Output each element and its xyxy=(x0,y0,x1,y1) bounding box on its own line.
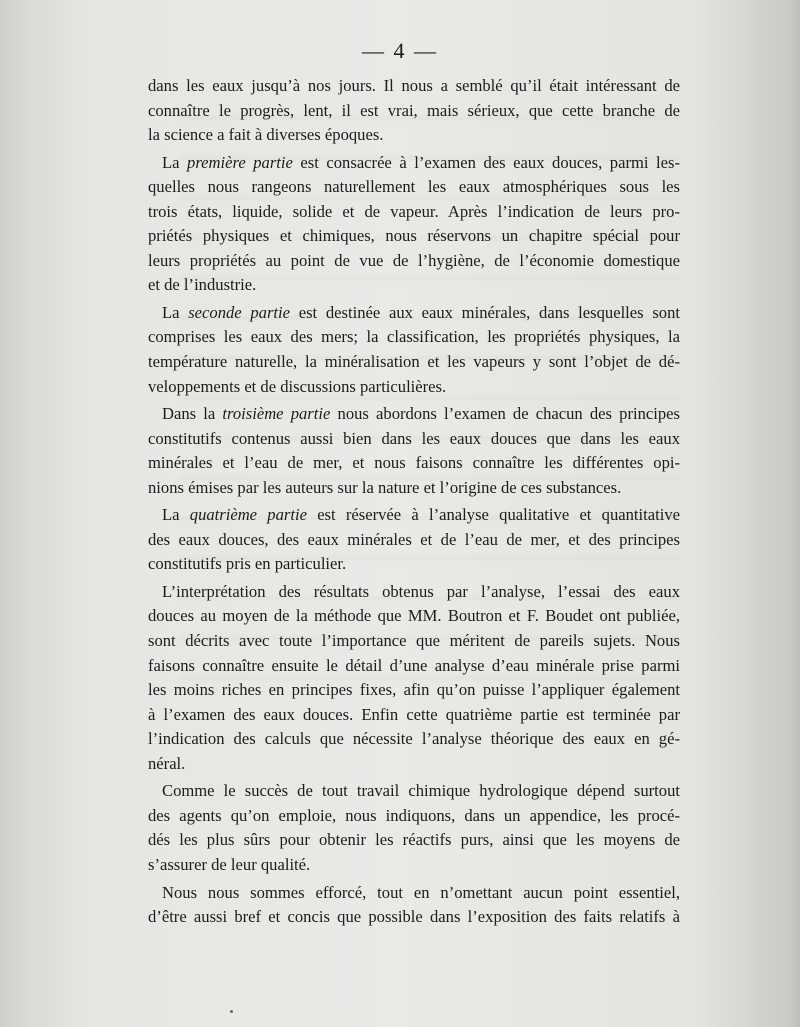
text-run: la science a fait à diverses époques. xyxy=(148,125,384,145)
text-line xyxy=(148,580,680,605)
paragraph xyxy=(148,402,680,500)
italic-run: première partie xyxy=(187,152,293,172)
text-line xyxy=(148,350,680,375)
text-run: des agents qu’on emploie, nous indiquons, dans un appendice, les procé- xyxy=(148,805,680,825)
text-line xyxy=(148,200,680,225)
text-run: constitutifs contenus aussi bien dans les eaux douces que dans les eaux xyxy=(148,428,680,448)
text-run: Nous nous sommes efforcé, tout en n’omettant aucun point essentiel, xyxy=(162,882,680,902)
text-line xyxy=(148,629,680,654)
text-line xyxy=(148,905,680,930)
text-run: priétés physiques et chimiques, nous réservons un chapitre spécial pour xyxy=(148,226,680,246)
text-run: est destinée aux eaux minérales, dans lesquelles sont xyxy=(290,302,680,322)
italic-run: quatrième partie xyxy=(189,505,307,525)
paragraph xyxy=(148,779,680,877)
text-run: minérales et l’eau de mer, et nous faisons connaître les différentes opi- xyxy=(148,453,680,473)
text-run: est réservée à l’analyse qualitative et quantitative xyxy=(306,505,680,525)
body-text xyxy=(148,74,680,930)
text-line xyxy=(148,804,680,829)
text-run: est consacrée à l’examen des eaux douces, parmi les- xyxy=(292,152,680,172)
text-line xyxy=(148,779,680,804)
text-run: néral. xyxy=(148,753,186,773)
text-run: leurs propriétés au point de vue de l’hygiène, de l’économie domestique xyxy=(148,250,680,270)
text-line xyxy=(148,727,680,752)
text-run: nous abordons l’examen de chacun des principes xyxy=(330,404,680,424)
text-line xyxy=(148,325,680,350)
paragraph xyxy=(148,74,680,148)
text-line xyxy=(148,853,680,878)
text-run: La xyxy=(162,302,189,322)
text-line xyxy=(148,604,680,629)
paragraph xyxy=(148,580,680,776)
text-line xyxy=(148,99,680,124)
text-run: nions émises par les auteurs sur la nature et l’origine de ces substances. xyxy=(148,477,622,497)
text-run: dés les plus sûrs pour obtenir les réactifs purs, ainsi que les moyens de xyxy=(148,830,680,850)
text-run: les moins riches en principes fixes, afin qu’on puisse l’appliquer également xyxy=(148,680,680,700)
italic-run: troisième partie xyxy=(222,404,331,424)
text-line xyxy=(148,224,680,249)
paragraph xyxy=(148,151,680,298)
text-line xyxy=(148,375,680,400)
text-run: La xyxy=(162,505,190,525)
text-run: constitutifs pris en particulier. xyxy=(148,554,347,574)
text-run: l’indication des calculs que nécessite l’analyse théorique des eaux en gé- xyxy=(148,729,680,749)
text-line xyxy=(148,752,680,777)
text-run: d’être aussi bref et concis que possible dans l’exposition des faits relatifs à xyxy=(148,907,680,927)
text-line xyxy=(148,74,680,99)
text-line xyxy=(148,828,680,853)
text-run: dans les eaux jusqu’à nos jours. Il nous a semblé qu’il était intéressant de xyxy=(148,76,680,95)
text-run: Dans la xyxy=(162,404,223,424)
text-line xyxy=(148,301,680,326)
text-line xyxy=(148,151,680,176)
paragraph xyxy=(148,881,680,930)
text-line xyxy=(148,402,680,427)
text-line xyxy=(148,528,680,553)
paragraph xyxy=(148,503,680,577)
paper-speck xyxy=(230,1010,233,1013)
text-line xyxy=(148,881,680,906)
text-line xyxy=(148,552,680,577)
text-line xyxy=(148,123,680,148)
text-line xyxy=(148,427,680,452)
text-run: douces au moyen de la méthode que MM. Boutron et F. Boudet ont publiée, xyxy=(148,606,680,626)
text-run: La xyxy=(162,152,188,172)
italic-run: seconde partie xyxy=(188,302,291,322)
text-line xyxy=(148,175,680,200)
text-run: des eaux douces, des eaux minérales et de l’eau de mer, et des principes xyxy=(148,529,680,549)
paragraph xyxy=(148,301,680,399)
text-run: sont décrits avec toute l’importance que méritent de pareils sujets. Nous xyxy=(148,631,680,651)
text-run: s’assurer de leur qualité. xyxy=(148,854,311,874)
text-run: température naturelle, la minéralisation et les vapeurs y sont l’objet de dé- xyxy=(148,352,680,372)
text-line xyxy=(148,476,680,501)
text-run: comprises les eaux des mers; la classification, les propriétés physiques, la xyxy=(148,327,680,347)
page-number: — 4 — xyxy=(362,38,438,63)
text-run: L’interprétation des résultats obtenus par l’analyse, l’essai des eaux xyxy=(162,581,680,601)
text-run: quelles nous rangeons naturellement les eaux atmosphériques sous les xyxy=(148,177,680,197)
text-run: trois états, liquide, solide et de vapeur. Après l’indication de leurs pro- xyxy=(148,201,680,221)
text-line xyxy=(148,503,680,528)
text-run: à l’examen des eaux douces. Enfin cette quatrième partie est terminée par xyxy=(148,704,680,724)
text-line xyxy=(148,678,680,703)
text-run: connaître le progrès, lent, il est vrai, mais sérieux, que cette branche de xyxy=(148,100,680,120)
text-line xyxy=(148,703,680,728)
text-line xyxy=(148,451,680,476)
text-line xyxy=(148,273,680,298)
text-run: faisons connaître ensuite le détail d’une analyse d’eau minérale prise parmi xyxy=(148,655,680,675)
text-run: et de l’industrie. xyxy=(148,275,257,295)
text-run: veloppements et de discussions particulières. xyxy=(148,376,447,396)
text-line xyxy=(148,249,680,274)
text-line xyxy=(148,654,680,679)
text-run: Comme le succès de tout travail chimique hydrologique dépend surtout xyxy=(162,781,680,801)
